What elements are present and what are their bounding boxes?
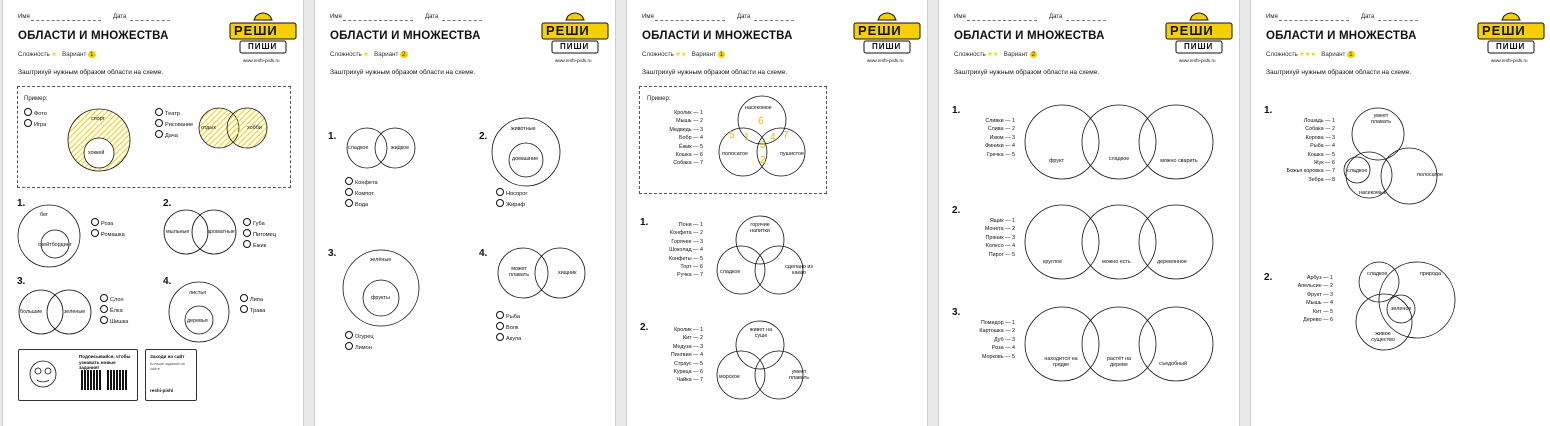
worksheet-page-3 [627, 0, 927, 426]
task2-circle-label: живет на суше [749, 327, 773, 339]
star-icon: ★★ [987, 51, 999, 58]
example-circle-label: полосатое [722, 151, 748, 157]
worksheet-page-1 [3, 0, 303, 426]
example-key-left: Фото Игра [24, 108, 47, 130]
example-a-label: отдых [201, 125, 216, 131]
example-handwritten-number: 7 [783, 130, 789, 141]
subscribe-title: Подписывайся, чтобы узнавать новые задания! [79, 354, 131, 370]
task2-list: Арбуз — 1 Апельсин — 2 Фрукт — 3 Мышь — 4 Кит — 5 Дерево — 6 [1297, 275, 1333, 323]
task1-list: Сливки — 1 Слива — 2 Изюм — 3 Финики — 4 Гречка — 5 [985, 118, 1015, 158]
task2-outer-label: животные [511, 126, 536, 132]
date-label: Дата [1049, 14, 1063, 20]
logo-top-text: РЕШИ [234, 23, 278, 38]
task1-circle-label: полосатое [1417, 172, 1443, 178]
task-number: 3. [328, 248, 337, 259]
daisy-icon [91, 229, 99, 237]
task2-circle-label: морское [719, 374, 740, 380]
task2-circle-label: можно есть [1102, 259, 1131, 265]
example-label: Пример: [24, 96, 48, 102]
task1-list: Пони — 1 Конфета — 2 Горячее — 3 Шоколад — 4 Конфеты — 5 Торт — 6 Ручка — 7 [668, 222, 703, 279]
difficulty-row: Сложность ★★ Вариант 2 [954, 51, 1036, 58]
example-handwritten-number: 6 [758, 116, 764, 127]
task-number: 1. [952, 105, 961, 116]
page-title: ОБЛАСТИ И МНОЖЕСТВА [1266, 30, 1417, 42]
task3-circle-3[interactable] [1139, 307, 1213, 381]
task2-circle-1[interactable] [1025, 205, 1099, 279]
variant-badge: 1 [1349, 51, 1353, 58]
name-label: Имя [954, 14, 966, 20]
task1-circle-3[interactable] [1139, 105, 1213, 179]
variant-label: Вариант [62, 51, 87, 58]
star-icon: ★ [363, 51, 369, 58]
date-label: Дата [425, 14, 439, 20]
page-title: ОБЛАСТИ И МНОЖЕСТВА [954, 30, 1105, 42]
instruction: Заштрихуй нужным образом области на схеме. [330, 69, 476, 76]
logo: РЕШИ ПИШИ www.reshi-pishi.ru [852, 10, 922, 66]
task2-circle-label: деревянное [1157, 259, 1187, 265]
example-key-right: Театр Рисование Дача [155, 108, 193, 141]
variant-badge: 2 [1031, 51, 1036, 58]
example-inner-label: хоккей [88, 150, 105, 156]
task1-inner-label: скейтбординг [38, 242, 72, 248]
name-label: Имя [330, 14, 342, 20]
variant-badge: 2 [402, 51, 406, 58]
task3-circle-1[interactable] [1025, 307, 1099, 381]
task2-circle-label: природа [1420, 271, 1441, 277]
task-number: 3. [952, 307, 961, 318]
task1-circle-1[interactable] [1025, 105, 1099, 179]
task2-circle-label: умеет плавать [788, 369, 810, 381]
instruction: Заштрихуй нужным образом области на схеме. [18, 69, 164, 76]
task1-circle-label: насекомые [1359, 190, 1387, 196]
task2-circle-label: живое существо [1371, 331, 1395, 343]
task-number: 2. [952, 205, 961, 216]
logo: РЕШИ ПИШИ www.reshi-pishi.ru [1164, 10, 1234, 66]
fir-tree-icon [100, 305, 108, 313]
task1-circle-label: сладкое [1108, 156, 1130, 162]
task-number: 4. [163, 276, 172, 287]
task3-a-label: большие [20, 309, 43, 315]
task2-a-label: мыльные [166, 229, 190, 235]
task1-circle-label: фрукт [1049, 158, 1064, 164]
task-number: 3. [17, 276, 26, 287]
task4-a-label: может плавать [508, 266, 530, 278]
task1-circle-label: умеет плавать [1370, 113, 1392, 125]
example-handwritten-number: 4 [770, 132, 776, 143]
hedgehog-icon [243, 240, 251, 248]
task3-key: Огурец Лимон [345, 331, 374, 353]
task4-key: Рыба Волк Акула [496, 311, 521, 344]
task-number: 1. [17, 198, 26, 209]
date-label: Дата [737, 14, 751, 20]
tasks-diagrams [1251, 0, 1550, 426]
date-label: Дата [113, 14, 127, 20]
qr-code[interactable] [107, 370, 127, 390]
task2-list: Кролик — 1 Кит — 2 Медуза — 3 Пингвин — 4 Страус — 5 Курица — 6 Чайка — 7 [670, 327, 703, 384]
task4-key: Липа Трава [240, 294, 265, 316]
task3-key: Слон Ёлка Шишка [100, 294, 128, 327]
qr-code[interactable] [81, 370, 101, 390]
example-handwritten-number: 3 [760, 140, 766, 151]
variant-badge: 1 [719, 51, 724, 58]
grass-icon [240, 305, 248, 313]
site-url: www.reshi-pishi.ru [243, 58, 280, 63]
site-card[interactable] [145, 349, 197, 401]
task1-a-label: сладкое [348, 145, 369, 151]
task2-b-label: ароматные [207, 229, 235, 235]
page-title: ОБЛАСТИ И МНОЖЕСТВА [642, 30, 793, 42]
site-card-url: reshi-pishi [150, 388, 174, 393]
linden-icon [240, 294, 248, 302]
task-number: 1. [640, 217, 649, 228]
task4-b-label: хищник [558, 270, 577, 276]
task-number: 2. [1264, 272, 1273, 283]
worksheet-page-5 [1251, 0, 1550, 426]
example-circle-label: насекомое [745, 105, 772, 111]
example-outer-label: спорт [91, 116, 105, 122]
task-number: 2. [640, 322, 649, 333]
task2-circle-label: сладкое [1367, 271, 1388, 277]
difficulty-row: Сложность ★★ Вариант 1 [642, 51, 724, 58]
tasks-diagrams [315, 0, 615, 426]
task1-circle-label: сладкое [1347, 168, 1368, 174]
example-handwritten-number: 5 [729, 130, 735, 141]
task3-circle-label: съедобный [1159, 361, 1188, 367]
task1-circle-label: сладкое [720, 269, 741, 275]
name-label: Имя [18, 14, 30, 20]
worksheet-page-4 [939, 0, 1239, 426]
example-list: Кролик — 1 Мышь — 2 Медведь — 3 Бобр — 4 Ёжик — 5 Кошка — 6 Собака — 7 [669, 110, 703, 167]
star-icon: ★ [51, 51, 57, 58]
example-handwritten-number: 2 [760, 155, 766, 166]
example-handwritten-number: 1 [744, 132, 750, 143]
sponge-icon [243, 218, 251, 226]
star-icon: ★★ [675, 51, 687, 58]
task4-inner-label: деревья [187, 318, 208, 324]
tasks-diagrams [939, 0, 1239, 426]
task2-key: Губа Питомец Ежик [243, 218, 276, 251]
task2-key: Носорог Жираф [496, 188, 527, 210]
task4-outer-label: листья [189, 290, 207, 296]
task1-circle-label: горячие напитки [750, 222, 770, 234]
task2-list: Ящик — 1 Монета — 2 Пряник — 3 Колесо — 4 Пирог — 5 [984, 218, 1015, 258]
variant-badge: 1 [90, 51, 94, 58]
logo-bottom-text: ПИШИ [248, 42, 278, 51]
task-number: 1. [328, 131, 337, 142]
pet-icon [243, 229, 251, 237]
page-title: ОБЛАСТИ И МНОЖЕСТВА [18, 30, 169, 42]
task2-circle-label: зеленое [1391, 306, 1412, 312]
instruction: Заштрихуй нужным образом области на схеме. [954, 69, 1100, 76]
elephant-icon [100, 294, 108, 302]
example-label: Пример: [647, 96, 671, 102]
date-label: Дата [1361, 14, 1375, 20]
task1-circle-label: можно сварить [1160, 158, 1198, 164]
example-circle-label: пушистое [780, 151, 805, 157]
task-number: 1. [1264, 105, 1273, 116]
task-number: 4. [479, 248, 488, 259]
task3-circle-label: находится на грядке [1044, 356, 1078, 368]
task1-list: Лошадь — 1 Собака — 2 Корова — 3 Рыба — 4 Кошка — 5 Жук — 6 Божья коровка — 7 Зебра — 8 [1286, 118, 1335, 183]
task1-outer-label: бег [40, 212, 48, 218]
task-number: 2. [163, 198, 172, 209]
instruction: Заштрихуй нужным образом области на схеме. [1266, 69, 1412, 76]
task1-circle-label: сделано из какао [785, 264, 813, 276]
star-icon: ★★★ [1299, 51, 1317, 58]
task1-b-label: жидкое [391, 145, 410, 151]
task-number: 2. [479, 131, 488, 142]
logo: РЕШИ ПИШИ www.reshi-pishi.ru [540, 10, 610, 66]
difficulty-label: Сложность [18, 51, 50, 58]
difficulty-row: Сложность ★★★ Вариант 1 [1266, 51, 1353, 58]
task3-b-label: зеленые [64, 309, 86, 315]
logo: РЕШИ ПИШИ www.reshi-pishi.ru [1476, 10, 1546, 66]
task1-outer-circle[interactable] [18, 205, 80, 267]
mascot-icon [23, 352, 63, 398]
example-b-label: хобби [247, 125, 262, 131]
task3-outer-label: зелёные [370, 257, 392, 263]
task2-circle-label: круглое [1043, 259, 1063, 265]
task3-circle-label: растёт на дереве [1106, 356, 1132, 368]
task2-inner-label: домашние [512, 156, 539, 162]
instruction: Заштрихуй нужным образом области на схеме. [642, 69, 788, 76]
cone-icon [100, 316, 108, 324]
difficulty-row: Сложность ★ Вариант 2 [330, 51, 406, 58]
task1-key: Роза Ромашка [91, 218, 125, 240]
task3-circle-2[interactable] [1082, 307, 1156, 381]
site-card-text: Больше заданий на сайте [150, 362, 185, 371]
task3-inner-label: фрукты [371, 295, 390, 301]
worksheet-page-2 [315, 0, 615, 426]
name-label: Имя [1266, 14, 1278, 20]
subscribe-card[interactable] [18, 349, 138, 401]
task2-circle-3[interactable] [1139, 205, 1213, 279]
name-label: Имя [642, 14, 654, 20]
task1-circle-2[interactable] [1082, 105, 1156, 179]
task2-circle-2[interactable] [1082, 205, 1156, 279]
page-title: ОБЛАСТИ И МНОЖЕСТВА [330, 30, 481, 42]
rose-icon [91, 218, 99, 226]
task3-list: Помидор — 1 Картошка — 2 Дуб — 3 Роза — 4 Морковь — 5 [979, 320, 1015, 360]
task1-key: Конфета Компот Вода [345, 177, 378, 210]
site-card-title: Заходи на сайт [150, 354, 185, 359]
